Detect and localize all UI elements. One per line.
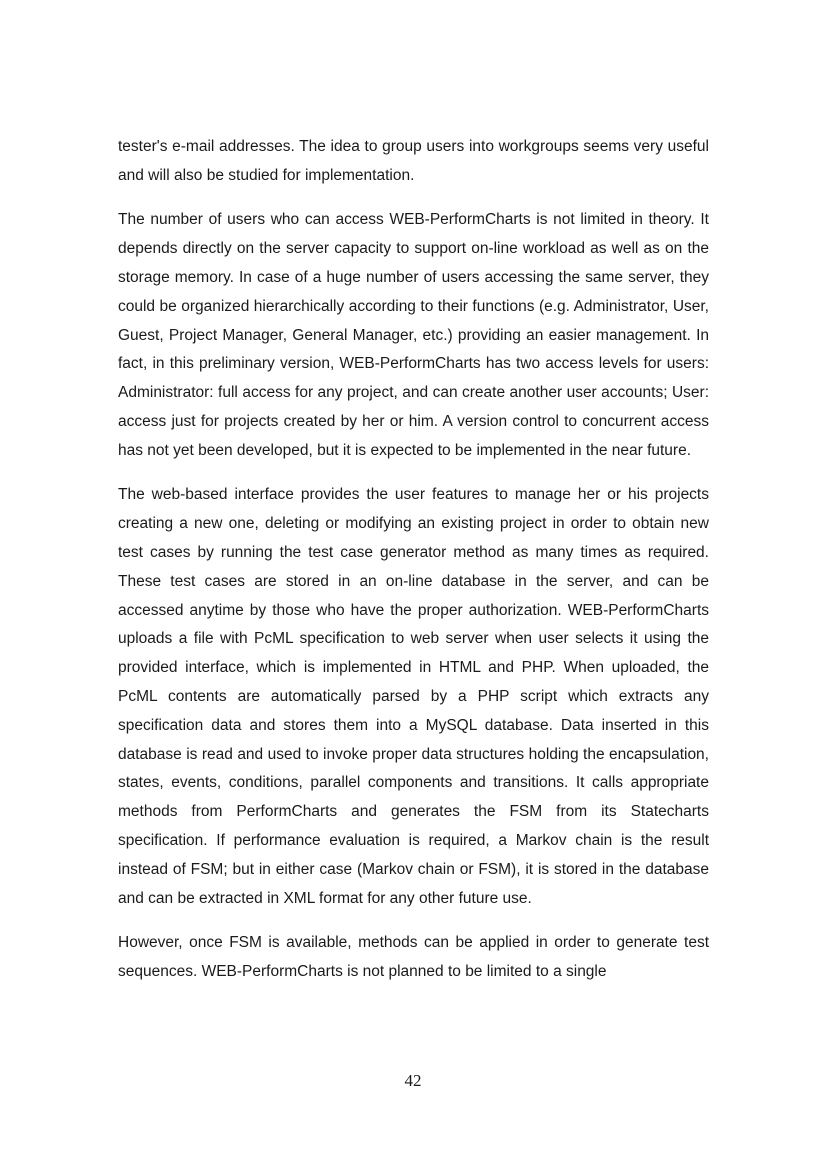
paragraph-1: tester's e-mail addresses. The idea to group users into workgroups seems very useful and will also be studied for implementation. (118, 138, 709, 184)
paragraph-2: The number of users who can access WEB-PerformCharts is not limited in theory. It depends directly on the server capacity to support on-line workload as well as on the storage memory. In case of a huge number of users accessing the same server, they could be organized hierarchically according to their functions (e.g. Administrator, User, Guest, Project Manager, General Manager, etc.) providing an easier management. In fact, in this preliminary version, WEB-PerformCharts has two access levels for users: Administrator: full access for any project, and can create another user accounts; User: access just for projects created by her or him. A version control to concurrent access has not yet been developed, but it is expected to be implemented in the near future. (118, 211, 709, 459)
body-text (118, 133, 709, 1003)
paragraph-4: However, once FSM is available, methods can be applied in order to generate test sequences. WEB-PerformCharts is not planned to be limited to a single (118, 934, 709, 980)
page-number: 42 (404, 1071, 422, 1090)
paragraph-3: The web-based interface provides the user features to manage her or his projects creating a new one, deleting or modifying an existing project in order to obtain new test cases by running the test case generator method as many times as required. These test cases are stored in an on-line database in the server, and can be accessed anytime by those who have the proper authorization. WEB-PerformCharts uploads a file with PcML specification to web server when user selects it using the provided interface, which is implemented in HTML and PHP. When uploaded, the PcML contents are automatically parsed by a PHP script which extracts any specification data and stores them into a MySQL database. Data inserted in this database is read and used to invoke proper data structures holding the encapsulation, states, events, conditions, parallel components and transitions. It calls appropriate methods from PerformCharts and generates the FSM from its Statecharts specification. If performance evaluation is required, a Markov chain is the result instead of FSM; but in either case (Markov chain or FSM), it is stored in the database and can be extracted in XML format for any other future use. (118, 486, 709, 907)
